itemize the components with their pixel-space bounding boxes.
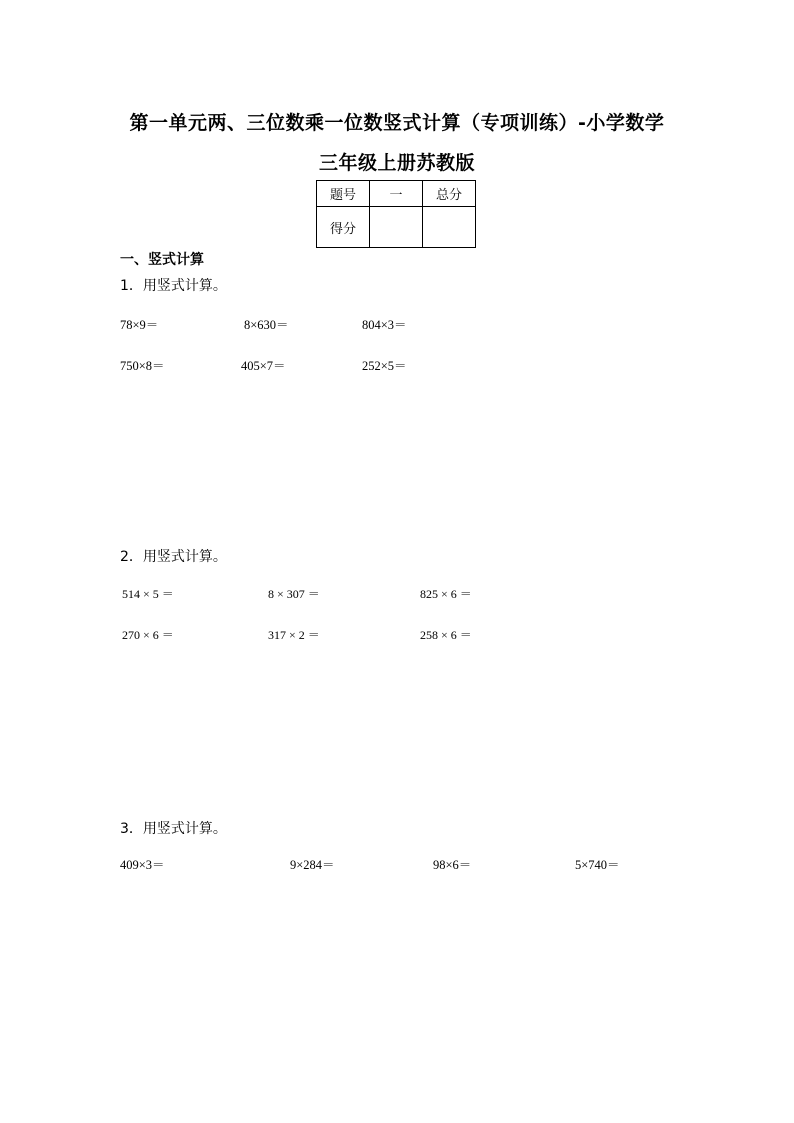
document-title-line1: 第一单元两、三位数乘一位数竖式计算（专项训练）-小学数学 <box>129 112 665 134</box>
header-cell-section-one: 一 <box>370 181 423 207</box>
equation: 825 × 6 ＝ <box>420 587 472 601</box>
equation: 8×630＝ <box>244 318 289 332</box>
equation: 78×9＝ <box>120 318 159 332</box>
score-table-score-row <box>317 207 476 248</box>
equation: 252×5＝ <box>362 359 407 373</box>
question-3-heading: 3．用竖式计算。 <box>120 821 227 837</box>
equation: 317 × 2 ＝ <box>268 628 320 642</box>
score-cell-total[interactable] <box>423 207 476 248</box>
header-cell-total: 总分 <box>423 181 476 207</box>
question-1-heading: 1．用竖式计算。 <box>120 278 227 294</box>
score-label-cell: 得分 <box>317 207 370 248</box>
equation: 8 × 307 ＝ <box>268 587 320 601</box>
score-table <box>316 180 476 248</box>
equation: 9×284＝ <box>290 858 335 872</box>
equation: 514 × 5 ＝ <box>122 587 174 601</box>
section-heading: 一、竖式计算 <box>120 252 204 268</box>
score-table-header-row <box>317 181 476 207</box>
question-2-heading: 2．用竖式计算。 <box>120 549 227 565</box>
equation: 804×3＝ <box>362 318 407 332</box>
equation: 750×8＝ <box>120 359 165 373</box>
equation: 270 × 6 ＝ <box>122 628 174 642</box>
equation: 405×7＝ <box>241 359 286 373</box>
equation: 98×6＝ <box>433 858 472 872</box>
document-title-line2: 三年级上册苏教版 <box>318 152 475 174</box>
equation: 5×740＝ <box>575 858 620 872</box>
score-cell-section-one[interactable] <box>370 207 423 248</box>
equation: 258 × 6 ＝ <box>420 628 472 642</box>
equation: 409×3＝ <box>120 858 165 872</box>
header-cell-question-no: 题号 <box>317 181 370 207</box>
